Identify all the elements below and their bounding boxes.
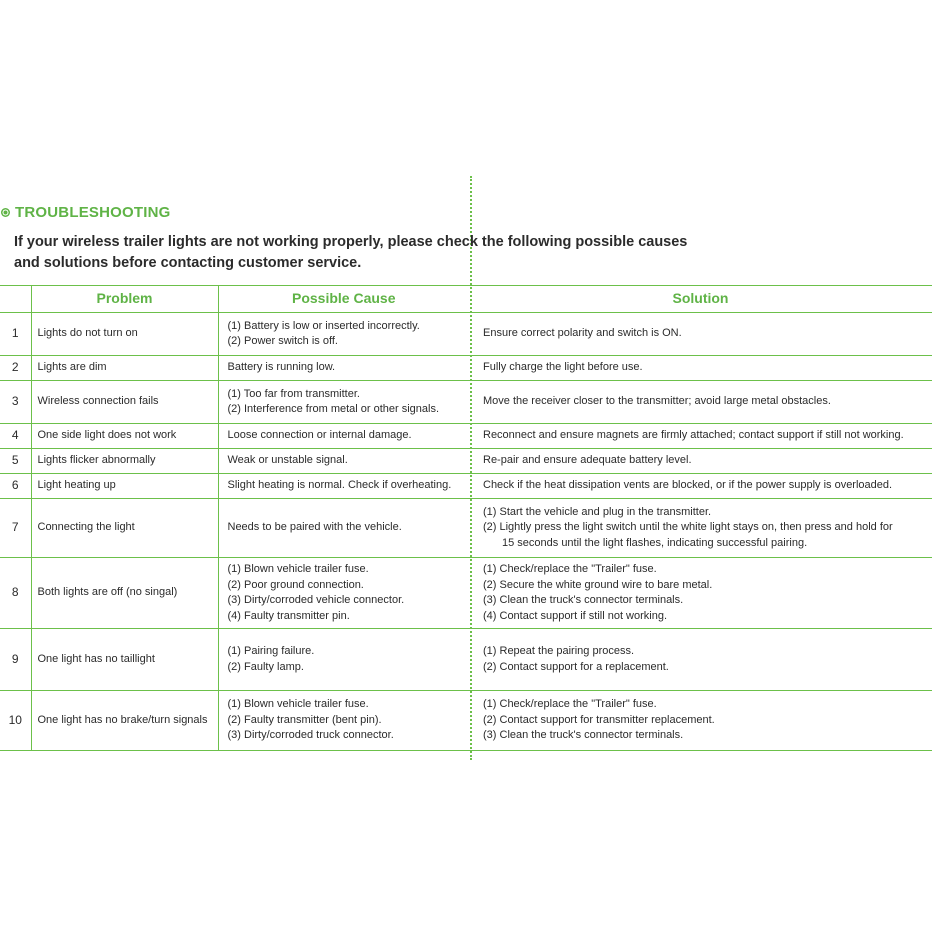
solution-cell [469,313,932,356]
cause-cell-line: (1) Too far from transmitter. [227,387,360,400]
cause-cell [218,474,469,499]
cause-cell-line: (2) Interference from metal or other signals. [227,403,440,415]
table-body [0,313,932,751]
row-number: 10 [0,691,31,751]
cause-cell [218,381,469,424]
solution-cell [469,449,932,474]
cause-cell-line: (1) Blown vehicle trailer fuse. [227,698,369,711]
cause-cell [218,558,469,629]
row-number: 1 [0,313,31,356]
solution-cell [469,691,932,751]
table-row [0,424,932,449]
cause-cell [218,499,469,558]
header-possible-cause: Possible Cause [218,286,469,313]
row-number: 8 [0,558,31,629]
intro-line-1: If your wireless trailer lights are not working properly, please check the following possible causes [14,234,688,250]
solution-cell-line: Ensure correct polarity and switch is ON. [483,327,682,340]
cause-cell-line: Battery is running low. [227,361,336,374]
cause-cell-line: Slight heating is normal. Check if overheating. [227,479,452,492]
solution-cell-line: (1) Start the vehicle and plug in the transmitter. [483,505,712,518]
intro-text [14,232,914,274]
problem-cell: Light heating up [31,474,218,499]
solution-cell-line: (1) Check/replace the "Trailer" fuse. [483,563,657,575]
table-row [0,356,932,381]
table-row [0,313,932,356]
cause-cell-line: (2) Power switch is off. [227,335,338,347]
troubleshooting-table [0,285,932,751]
solution-cell-line: (2) Secure the white ground wire to bare metal. [483,578,713,591]
solution-cell-line: (2) Contact support for a replacement. [483,660,669,673]
cause-cell [218,356,469,381]
row-number: 7 [0,499,31,558]
solution-cell-line: Move the receiver closer to the transmitter; avoid large metal obstacles. [483,395,831,408]
table-row [0,474,932,499]
row-number: 6 [0,474,31,499]
header-problem: Problem [31,286,218,313]
cause-cell [218,691,469,751]
solution-cell [469,356,932,381]
header-number [0,286,31,313]
problem-cell: Both lights are off (no singal) [31,558,218,629]
solution-cell-line: (2) Contact support for transmitter replacement. [483,713,715,726]
solution-cell-line: 15 seconds until the light flashes, indicating successful pairing. [502,536,808,549]
solution-cell [469,474,932,499]
section-title-text: TROUBLESHOOTING [15,204,171,221]
row-number: 2 [0,356,31,381]
problem-cell: One light has no brake/turn signals [31,691,218,751]
row-number: 4 [0,424,31,449]
cause-cell-line: (1) Pairing failure. [227,645,315,657]
cause-cell [218,424,469,449]
solution-cell [469,381,932,424]
solution-cell-line: (3) Clean the truck's connector terminals. [483,594,684,606]
row-number: 9 [0,629,31,691]
cause-cell-line: Loose connection or internal damage. [227,429,412,442]
solution-cell-line: Check if the heat dissipation vents are blocked, or if the power supply is overloaded. [483,479,893,492]
solution-cell-line: Fully charge the light before use. [483,361,643,374]
solution-cell-line: (4) Contact support if still not working. [483,609,668,622]
solution-cell-line: (1) Repeat the pairing process. [483,645,635,657]
table-row [0,499,932,558]
table-row [0,629,932,691]
green-ring-bullet-icon [1,208,10,217]
cause-cell-line: (3) Dirty/corroded vehicle connector. [227,594,405,606]
cause-cell-line: (4) Faulty transmitter pin. [227,609,350,622]
cause-cell-line: Weak or unstable signal. [227,454,348,467]
problem-cell: Lights flicker abnormally [31,449,218,474]
table-header-row [0,286,932,313]
solution-cell [469,558,932,629]
table-row [0,381,932,424]
cause-cell [218,313,469,356]
cause-cell [218,629,469,691]
problem-cell: One side light does not work [31,424,218,449]
cause-cell [218,449,469,474]
cause-cell-line: (2) Faulty transmitter (bent pin). [227,713,382,726]
cause-cell-line: (1) Battery is low or inserted incorrectly. [227,319,420,332]
problem-cell: Lights do not turn on [31,313,218,356]
problem-cell: Wireless connection fails [31,381,218,424]
table-row [0,691,932,751]
cause-cell-line: (1) Blown vehicle trailer fuse. [227,563,369,575]
header-solution: Solution [469,286,932,313]
solution-cell-line: (1) Check/replace the "Trailer" fuse. [483,698,657,711]
problem-cell: Connecting the light [31,499,218,558]
cause-cell-line: (3) Dirty/corroded truck connector. [227,729,394,742]
solution-cell-line: Reconnect and ensure magnets are firmly attached; contact support if still not working. [483,429,904,442]
solution-cell [469,629,932,691]
cause-cell-line: Needs to be paired with the vehicle. [227,521,402,534]
row-number: 5 [0,449,31,474]
problem-cell: One light has no taillight [31,629,218,691]
cause-cell-line: (2) Faulty lamp. [227,660,304,673]
cause-cell-line: (2) Poor ground connection. [227,578,364,591]
table-row [0,558,932,629]
solution-cell-line: (3) Clean the truck's connector terminals. [483,729,684,742]
intro-line-2: and solutions before contacting customer service. [14,255,362,271]
solution-cell [469,424,932,449]
section-title [1,204,171,221]
problem-cell: Lights are dim [31,356,218,381]
table-row [0,449,932,474]
row-number: 3 [0,381,31,424]
solution-cell-line: (2) Lightly press the light switch until the white light stays on, then press and hold for [483,521,893,534]
solution-cell-line: Re-pair and ensure adequate battery level. [483,454,692,467]
solution-cell [469,499,932,558]
